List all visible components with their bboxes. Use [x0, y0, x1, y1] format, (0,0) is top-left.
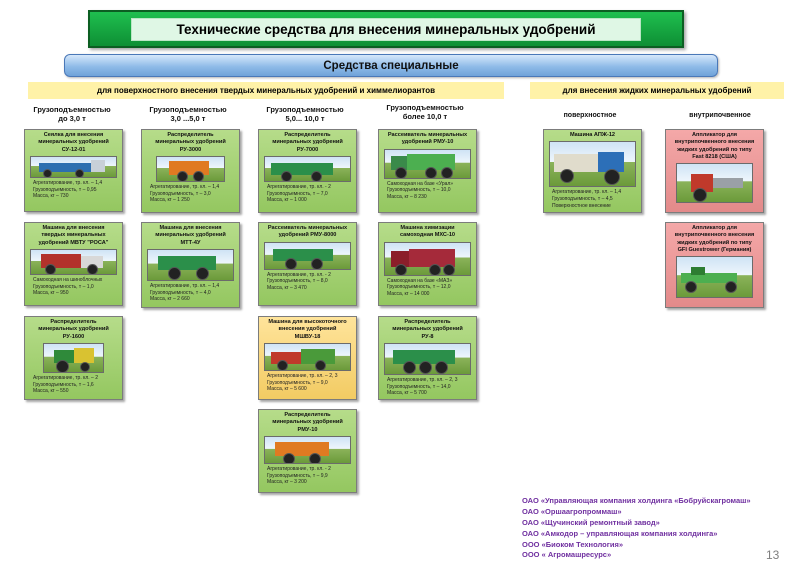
machine-photo [384, 242, 471, 276]
machine-photo [264, 156, 351, 182]
card-title: Машина для внесения твердых минеральных удобрений МВТУ "РОСА" [38, 225, 109, 246]
machine-photo [147, 249, 234, 281]
card-mtt-4u[interactable] [141, 222, 240, 308]
card-title: Распределитель минеральных удобрений РУ-1600 [38, 319, 109, 340]
machine-photo [676, 256, 754, 298]
machine-photo [156, 156, 226, 182]
card-ru-7000[interactable] [258, 129, 357, 213]
special-means-bar: Средства специальные [64, 54, 718, 77]
card-title: Сеялка для внесения минеральных удобрений СУ-12-01 [38, 132, 109, 153]
machine-photo [264, 436, 351, 464]
machine-photo [264, 343, 351, 371]
band-liquid-fertilizers: для внесения жидких минеральных удобрений [530, 82, 784, 99]
column-header-3-5t: Грузоподъемностью 3,0 ...5,0 т [149, 105, 227, 124]
card-fast-8218[interactable] [665, 129, 764, 213]
manufacturer-item: ООО « Агромашресурс» [522, 550, 612, 560]
card-ru-3000[interactable] [141, 129, 240, 213]
slide-title-text: Технические средства для внесения минеральных удобрений [131, 18, 640, 41]
column-header-up-to-3t: Грузоподъемностью до 3,0 т [33, 105, 111, 124]
manufacturer-item: ОАО «Щучинский ремонтный завод» [522, 517, 660, 527]
machine-photo [43, 343, 103, 373]
card-specs: Самоходная на базе «Урал» Грузоподъемность, т – 10,0 Масса, кг – 8 230 [387, 180, 454, 201]
card-specs: Агрегатирование, тр. кл. – 2, 3 Грузоподъемность, т – 9,0 Масса, кг – 5 600 [267, 372, 338, 393]
card-title: Распределитель минеральных удобрений РУ-7000 [272, 132, 343, 153]
machine-photo [30, 249, 117, 275]
column-header-surface: поверхностное [563, 112, 617, 119]
column-header-5-10t: Грузоподъемностью 5,0... 10,0 т [266, 105, 344, 124]
manufacturer-item: ОАО «Оршаагропроммаш» [522, 506, 622, 516]
machine-photo [384, 343, 471, 375]
card-title: Распределитель минеральных удобрений РУ-8 [392, 319, 463, 340]
card-rmu-8000[interactable] [258, 222, 357, 306]
card-title: Рассеиватель минеральных удобрений РМУ-8000 [267, 225, 348, 239]
card-specs: Агрегатирование, тр. кл. – 1,4 Грузоподъемность, т – 0,95 Масса, кг – 730 [33, 179, 103, 200]
machine-photo [30, 156, 117, 178]
card-specs: Самоходная на базе «МАЗ» Грузоподъемность, т – 12,0 Масса, кг – 14 000 [387, 277, 453, 298]
card-title: Распределитель минеральных удобрений РУ-3000 [155, 132, 226, 153]
card-specs: Агрегатирование, тр. кл. – 1,4 Грузоподъемность, т – 4,5 Поверхностное внесение [552, 189, 622, 209]
card-title: Аппликатор для внутрипочвенного внесения жидких удобрений по типу Fast 8218 (США) [674, 132, 755, 160]
card-mhs-10[interactable] [378, 222, 477, 306]
card-specs: Агрегатирование, тр. кл. – 1,4 Грузоподъемность, т – 3,0 Масса, кг – 1 250 [150, 183, 220, 204]
card-specs: Агрегатирование, тр. кл. – 2, 3 Грузоподъемность, т – 14,0 Масса, кг – 5 700 [387, 376, 458, 397]
column-header-subsoil: внутрипочвенное [689, 112, 751, 119]
slide-title [88, 10, 684, 48]
card-specs: Агрегатирование, тр. кл. – 2 Грузоподъемность, т – 1,6 Масса, кг – 550 [33, 374, 98, 395]
card-ru-8[interactable] [378, 316, 477, 400]
card-specs: Самоходная на шиноблочных Грузоподъемность, т – 1,0 Масса, кг – 950 [33, 276, 103, 297]
card-rmu-10-trailer[interactable] [258, 409, 357, 493]
card-title: Машина химизации самоходная МХС-10 [399, 225, 456, 239]
card-title: Рассеиватель минеральных удобрений РМУ-10 [387, 132, 468, 146]
card-apzh-12[interactable] [543, 129, 642, 213]
card-specs: Агрегатирование, тр. кл. - 2 Грузоподъемность, т – 9,9 Масса, кг – 3 200 [267, 465, 331, 486]
machine-photo [676, 163, 754, 203]
band-solid-fertilizers: для поверхностного внесения твердых минеральных удобрений и химмелиорантов [28, 82, 504, 99]
card-specs: Агрегатирование, тр. кл. – 1,4 Грузоподъемность, т – 4,0 Масса, кг – 2 660 [150, 282, 220, 303]
card-mvtu-rosa[interactable] [24, 222, 123, 306]
card-title: Машина АПЖ-12 [569, 132, 616, 138]
manufacturer-item: ОАО «Амкодор – управляющая компания холдинга» [522, 528, 718, 538]
card-title: Машина для высокоточного внесения удобрений МШВУ-18 [268, 319, 347, 340]
card-mshvu-18[interactable] [258, 316, 357, 400]
machine-photo [549, 141, 636, 187]
manufacturer-list [522, 496, 792, 561]
manufacturer-item: ОАО «Управляющая компания холдинга «Бобруйскагромаш» [522, 496, 751, 505]
card-rmu-10-ural[interactable] [378, 129, 477, 213]
card-title: Распределитель минеральных удобрений РМУ-10 [272, 412, 343, 433]
manufacturer-item: ООО «Биоком Технология» [522, 539, 624, 549]
card-specs: Агрегатирование, тр. кл. - 2 Грузоподъемность, т – 8,0 Масса, кг – 3 470 [267, 271, 331, 292]
card-title: Аппликатор для внутрипочвенного внесения жидких удобрений по типу GFI Guestrower (Германия) [674, 225, 755, 253]
card-title: Машина для внесения минеральных удобрений МТТ-4У [155, 225, 226, 246]
page-number: 13 [766, 548, 780, 562]
column-header-over-10t: Грузоподъемностью более 10,0 т [386, 103, 464, 122]
machine-photo [384, 149, 471, 179]
card-specs: Агрегатирование, тр. кл. - 2 Грузоподъемность, т – 7,0 Масса, кг – 1 000 [267, 183, 331, 204]
card-gfi-guestrower[interactable] [665, 222, 764, 308]
card-su-12-01[interactable] [24, 129, 123, 212]
machine-photo [264, 242, 351, 270]
card-ru-1600[interactable] [24, 316, 123, 400]
